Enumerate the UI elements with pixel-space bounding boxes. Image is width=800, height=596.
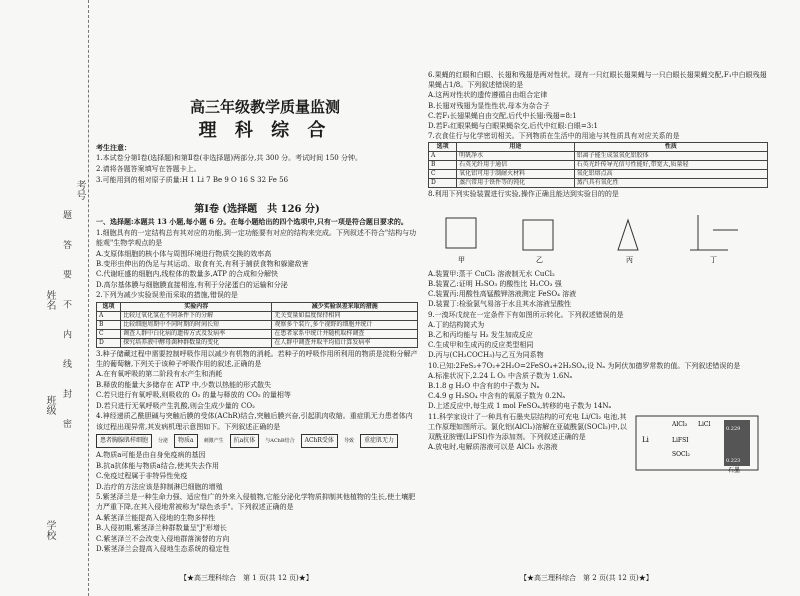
q7-table xyxy=(428,142,768,188)
option: B.变形虫伸出的伪足与其运动、取食有关,有利于捕获食物和躲避敌害 xyxy=(96,260,309,269)
q4-flowchart xyxy=(96,434,418,448)
footer-left: 【★高三理科综合 第 1 页(共 12 页)★】 xyxy=(180,574,313,582)
fig-label: SOCl₂ xyxy=(672,450,690,458)
flow-arrow-label: 刺激产生 xyxy=(203,437,224,444)
flow-box: 抗a抗体 xyxy=(230,434,260,448)
notice-block xyxy=(96,142,416,186)
section-heading: 第Ⅰ卷 (选择题 共 126 分) xyxy=(194,204,320,215)
option: B.1.8 g H₂O 中含有的中子数为 Nₐ xyxy=(428,382,540,391)
table-header: 性质 xyxy=(574,143,767,152)
option: C.若只进行有氧呼吸,则吸收的 O₂ 的量与释放的 CO₂ 的量相等 xyxy=(96,391,291,400)
option: A.这两对性状的遗传遵循自由组合定律 xyxy=(428,91,548,100)
question-8: 8.利用下列实验装置进行实验,操作正确且能达到实验目的的是 xyxy=(428,190,619,199)
question-4: 4.神经递质乙酰胆碱与突触后膜的受体(AChR)结合,突触后膜兴奋,引起肌肉收缩。重症肌无力患者体内该过程出现异常,其发病机理示意图如下。下列叙述正确的是 xyxy=(96,412,413,431)
notice-item: 3.可能用到的相对原子质量:H 1 Li 7 Be 9 O 16 S 32 Fe 56 xyxy=(96,176,289,184)
class-label: 班级 xyxy=(44,395,55,415)
option: A.丁的结构简式为 xyxy=(428,320,485,329)
question-6: 6.果蝇的红眼和白眼、长翅和残翅是两对性状。现有一只红眼长翅果蝇与一只白眼长翅果蝇交配,F₁中白眼残翅果蝇占1/8。下列叙述错误的是 xyxy=(428,71,767,90)
question-10: 10.已知:2FeS₂+7O₂+2H₂O=2FeSO₄+2H₂SO₄,设 Nₐ 为阿伏加德罗常数的值。下列叙述错误的是 xyxy=(428,361,741,370)
apparatus-ding xyxy=(690,215,738,250)
flow-box: AChR受体 xyxy=(301,434,338,448)
flow-box: 物质a xyxy=(174,434,198,448)
fig-label: 乙 xyxy=(536,255,543,264)
school-label: 学校 xyxy=(44,520,55,540)
option: D.若只进行无氧呼吸产生乳酸,则会生成少量的 CO₂ xyxy=(96,401,255,410)
binding-margin xyxy=(0,0,89,596)
option: A.紫茎泽兰能提高入侵地的生物多样性 xyxy=(96,513,216,522)
seal-line-text: 题 答 要 不 内 线 封 密 xyxy=(61,210,71,438)
question-5: 5.紫茎泽兰是一种生命力强、适应性广的外来入侵植物,它能分泌化学物质抑制其他植物的生长,使土壤肥力严重下降,在其入侵地常被称为"绿色杀手"。下列叙述正确的是 xyxy=(96,492,416,512)
option: D.紫茎泽兰会提高入侵地生态系统的稳定性 xyxy=(96,544,230,553)
table-row: C 氧化铝可用于制耐火材料 氧化铝熔点高 xyxy=(429,170,768,179)
notice-item: 1.本试卷分第Ⅰ卷(选择题)和第Ⅱ卷(非选择题)两部分,共 300 分。考试时间 150 分钟。 xyxy=(96,154,362,162)
fig-label: 0.229 xyxy=(726,425,741,432)
q11-battery-figure xyxy=(632,412,762,474)
flow-arrow-label: 导致 xyxy=(343,437,354,444)
option: D.装置丁:检验氯气易溶于水且其水溶液呈酸性 xyxy=(428,300,571,309)
name-label: 姓名 xyxy=(44,290,55,310)
option: B.抗a抗体能与物质a结合,使其失去作用 xyxy=(96,461,219,470)
footer-right: 【★高三理科综合 第 2 页(共 12 页)★】 xyxy=(520,574,653,582)
table-row: B 石英光纤用于通信 石英光纤传导光信号性能好,带宽大,质量轻 xyxy=(429,161,768,170)
fig-label: LiCl xyxy=(698,420,711,428)
option: A.在有氧呼吸的第二阶段有水产生和消耗 xyxy=(96,370,223,379)
option: D.治疗的方法应该是抑制淋巴细胞的增殖 xyxy=(96,482,223,491)
option: A.放电时,电解质溶液可以是 AlCl₃ 水溶液 xyxy=(428,443,558,452)
option: A.物质a可能是由自身免疫病的基因 xyxy=(96,451,206,460)
table-row: A 比较过氧化氢在不同条件下的分解 无关变量如温度保持相同 xyxy=(97,311,418,320)
option: C.免疫过程属于非特异性免疫 xyxy=(96,472,188,481)
question-3: 3.种子储藏过程中需要控制呼吸作用以减少有机物的消耗。若种子的呼吸作用所利用的物质是淀粉分解产生的葡萄糖,下列关于该种子呼吸作用的叙述,正确的是 xyxy=(96,349,418,369)
question-9: 9.一溴环戊烷在一定条件下有如图所示转化。下列叙述错误的是 xyxy=(428,310,624,319)
table-header: 选项 xyxy=(97,302,121,311)
option: D.若F₁红眼果蝇与白眼果蝇杂交,后代中红眼:白眼=3:1 xyxy=(428,122,598,131)
fig-label: 丙 xyxy=(626,255,633,264)
exam-subtitle: 理 科 综 合 xyxy=(198,120,332,141)
option: B.长翅对残翅为显性性状,母本为杂合子 xyxy=(428,101,550,110)
option: B.乙和丙均能与 H₂ 发生加成反应 xyxy=(428,331,533,340)
section-intro: 一、选择题:本题共 13 小题,每小题 6 分。在每小题给出的四个选项中,只有一项是符合题目要求的。 xyxy=(96,217,408,227)
option: A.标准状况下,2.24 L O₂ 中含质子数为 1.6Nₐ xyxy=(428,371,573,380)
table-row: A 明矾净水 铝离子能生成氢氧化铝胶体 xyxy=(429,152,768,161)
flow-arrow-label: 分泌 xyxy=(158,437,169,444)
question-7: 7.衣食住行与化学密切相关。下列物质在生活中的用途与其性质具有对应关系的是 xyxy=(428,132,680,141)
option: C.装置丙:用酸性高锰酸钾溶液测定 FeSO₄ 溶液 xyxy=(428,290,577,299)
q2-table xyxy=(96,302,418,348)
notice-heading: 考生注意： xyxy=(96,143,131,152)
question-2: 2.下列为减少实验误差而采取的措施,错误的是 xyxy=(96,291,238,300)
apparatus-bing-flask xyxy=(618,220,638,250)
option: C.4.9 g H₂SO₄ 中含有的氧原子数为 0.2Nₐ xyxy=(428,392,566,401)
option: C.代谢旺盛的细胞内,线粒体的数量多,ATP 的合成和分解快 xyxy=(96,270,279,279)
option: C.生成甲和生成丙的反应类型相同 xyxy=(428,341,534,350)
notice-item: 2.请将各题答案填写在答题卡上。 xyxy=(96,165,201,173)
fig-label: 0.223 xyxy=(726,457,741,464)
table-row: C 调查人群中白化病的遗传方式及发病率 在患者家系中统计并随机取样调查 xyxy=(97,329,418,338)
fig-label: 甲 xyxy=(458,255,465,264)
table-row: B 比较细胞周期中不同时期的时间长短 观察多个装片,多个视野的细胞并统计 xyxy=(97,320,418,329)
option: C.若F₁长翅果蝇自由交配,后代中长翅:残翅=8:1 xyxy=(428,111,577,120)
table-row: D 蒸汽常用于铁件等的钝化 蒸汽具有氧化性 xyxy=(429,179,768,188)
fig-label: AlCl₃ xyxy=(672,420,688,428)
right-column xyxy=(428,70,768,474)
table-row: D 探究培养液中酵母菌种群数量的变化 在人群中调查并取平均值计算发病率 xyxy=(97,338,418,347)
exam-number-label: 考号 xyxy=(74,180,85,200)
apparatus-jia-stand xyxy=(446,218,476,248)
table-header: 减少实验误差采取的措施 xyxy=(272,302,418,311)
option: C.紫茎泽兰不会改变入侵地群落演替的方向 xyxy=(96,534,230,543)
option: A.支原体细胞的核小体与周围环境进行物质交换的效率高 xyxy=(96,249,272,258)
question-11: 11.科学家设计了一种具有石墨夹层结构的可充电 Li/Cl₂ 电池,其工作原理如图所示。氯化铝(AlCl₃)溶解在亚硫酰氯(SOCl₂)中,以双酰亚胺锂(LiFSI)作为添加剂。下列叙述正确的是 xyxy=(428,412,627,442)
fig-label: 丁 xyxy=(710,255,717,264)
exam-title: 高三年级教学质量监测 xyxy=(189,98,340,116)
option: D.高尔基体膜与细胞膜直接相连,有利于分泌蛋白的运输和分泌 xyxy=(96,280,288,289)
option: B.装置乙:证明 H₂SO₃ 的酸性比 H₂CO₃ 强 xyxy=(428,280,562,289)
fig-label: 石墨 xyxy=(728,466,741,474)
flow-box: 患者胸腺肌样细胞 xyxy=(96,434,152,448)
question-1: 1.细胞具有的一定结构总有其对应的功能,到一定功能要有对应的结构来完成。下列叙述不符合"结构与功能观"生物学观点的是 xyxy=(96,228,417,248)
fig-label: LiFSI xyxy=(672,436,689,444)
option: D.上述反应中,每生成 1 mol FeSO₄,转移的电子数为 14Nₐ xyxy=(428,402,612,411)
option: D.丙与(CH₃COCH₃)与乙互为同系物 xyxy=(428,351,544,360)
option: B.人侵初期,紫茎泽兰种群数量呈"J"形增长 xyxy=(96,524,227,533)
flow-box: 重症肌无力 xyxy=(360,434,398,448)
option: B.释放的能量大多储存在 ATP 中,少数以热能的形式散失 xyxy=(96,380,272,389)
table-header: 选项 xyxy=(429,143,457,152)
section-one xyxy=(96,205,418,554)
apparatus-yi-bottle xyxy=(523,220,553,250)
q8-apparatus-figure xyxy=(428,200,768,266)
flow-arrow-label: 与AChR结合 xyxy=(265,437,295,444)
option: A.装置甲:蒸干 CuCl₂ 溶液制无水 CuCl₂ xyxy=(428,269,555,278)
table-header: 实验内容 xyxy=(121,302,272,311)
fig-label: Li xyxy=(642,435,649,444)
table-header: 用途 xyxy=(457,143,575,152)
